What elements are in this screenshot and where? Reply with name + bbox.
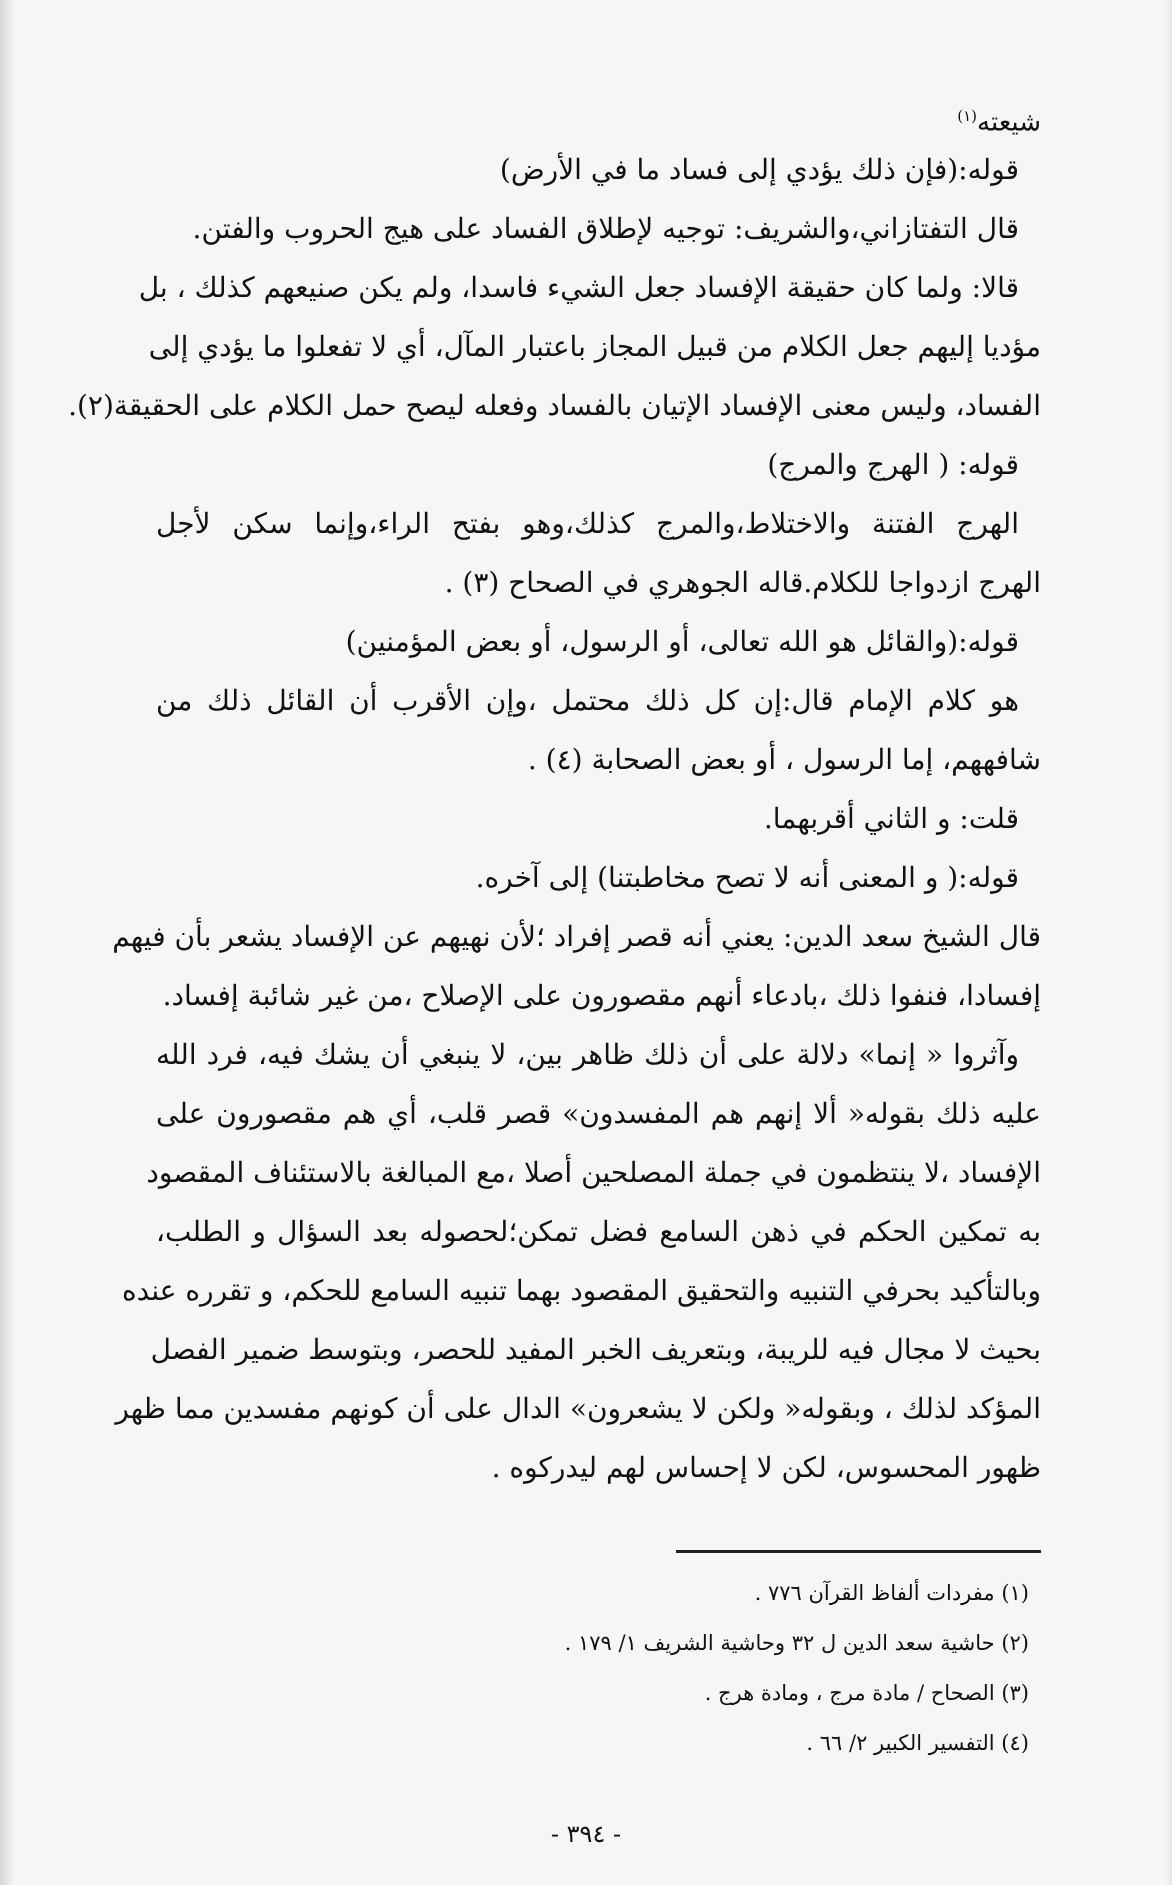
footnote-separator	[676, 1550, 1041, 1553]
text-line: به تمكين الحكم في ذهن السامع فضل تمكن؛لحصوله بعد السؤال و الطلب،	[156, 1215, 1041, 1248]
text-line: الإفساد ،لا ينتظمون في جملة المصلحين أصلا ،مع المبالغة بالاستئناف المقصود	[146, 1156, 1041, 1189]
text-line: وآثروا « إنما» دلالة على أن ذلك ظاهر بين، لا ينبغي أن يشك فيه، فرد الله	[156, 1038, 1019, 1071]
text-line: الفساد، وليس معنى الإفساد الإتيان بالفساد وفعله ليصح حمل الكلام على الحقيقة(٢).	[68, 389, 1041, 422]
footnote-1: (١) مفردات ألفاظ القرآن ٧٧٦ .	[754, 1581, 1029, 1605]
header-word-line	[156, 92, 1041, 140]
header-footnote-ref: (١)	[957, 107, 978, 125]
footnotes	[156, 1568, 1041, 1768]
text-line: ظهور المحسوس، لكن لا إحساس لهم ليدركوه .	[491, 1451, 1041, 1484]
text-line: قلت: و الثاني أقربهما.	[763, 802, 1019, 835]
text-line: قالا: ولما كان حقيقة الإفساد جعل الشيء فاسدا، ولم يكن صنيعهم كذلك ، بل	[138, 271, 1019, 304]
text-line: قوله: ( الهرج والمرج)	[767, 448, 1019, 481]
text-line: إفسادا، فنفوا ذلك ،بادعاء أنهم مقصورون على الإصلاح ،من غير شائبة إفساد.	[162, 979, 1041, 1012]
page-edge-shadow	[1166, 0, 1172, 1885]
header-word: شيعته	[977, 107, 1041, 138]
footnote-3: (٣) الصحاح / مادة مرج ، ومادة هرج .	[704, 1681, 1029, 1705]
text-line: قال الشيخ سعد الدين: يعني أنه قصر إفراد ؛لأن نهيهم عن الإفساد يشعر بأن فيهم	[112, 920, 1041, 953]
paragraph-lines	[68, 140, 1041, 1497]
text-line: شافههم، إما الرسول ، أو بعض الصحابة (٤) .	[527, 743, 1041, 776]
binding-edge	[0, 0, 14, 1885]
text-line: عليه ذلك بقوله« ألا إنهم هم المفسدون» قصر قلب، أي هم مقصورون على	[156, 1097, 1041, 1130]
text-line: قال التفتازاني،والشريف: توجيه لإطلاق الفساد على هيج الحروب والفتن.	[192, 212, 1019, 245]
text-line: الهرج الفتنة والاختلاط،والمرج كذلك،وهو بفتح الراء،وإنما سكن لأجل	[156, 507, 1019, 540]
text-line: وبالتأكيد بحرفي التنبيه والتحقيق المقصود بهما تنبيه السامع للحكم، و تقرره عنده	[121, 1274, 1041, 1307]
main-text	[68, 92, 1041, 1497]
footnote-2: (٢) حاشية سعد الدين ل ٣٢ وحاشية الشريف ١/ ١٧٩ .	[564, 1631, 1029, 1655]
text-line: الهرج ازدواجا للكلام.قاله الجوهري في الصحاح (٣) .	[444, 566, 1041, 599]
text-line: بحيث لا مجال فيه للريبة، وبتعريف الخبر المفيد للحصر، وبتوسط ضمير الفصل	[150, 1333, 1041, 1366]
text-line: هو كلام الإمام قال:إن كل ذلك محتمل ،وإن الأقرب أن القائل ذلك من	[156, 684, 1019, 717]
text-line: المؤكد لذلك ، وبقوله« ولكن لا يشعرون» الدال على أن كونهم مفسدين مما ظهر	[115, 1392, 1041, 1425]
footnote-4: (٤) التفسير الكبير ٢/ ٦٦ .	[806, 1731, 1029, 1755]
text-line: قوله:(فإن ذلك يؤدي إلى فساد ما في الأرض)	[499, 153, 1019, 186]
text-line: قوله:( و المعنى أنه لا تصح مخاطبتنا) إلى آخره.	[475, 861, 1019, 894]
page-number: - ٣٩٤ -	[550, 1820, 622, 1848]
text-line: مؤديا إليهم جعل الكلام من قبيل المجاز باعتبار المآل، أي لا تفعلوا ما يؤدي إلى	[148, 330, 1041, 363]
text-line: قوله:(والقائل هو الله تعالى، أو الرسول، أو بعض المؤمنين)	[345, 625, 1019, 658]
